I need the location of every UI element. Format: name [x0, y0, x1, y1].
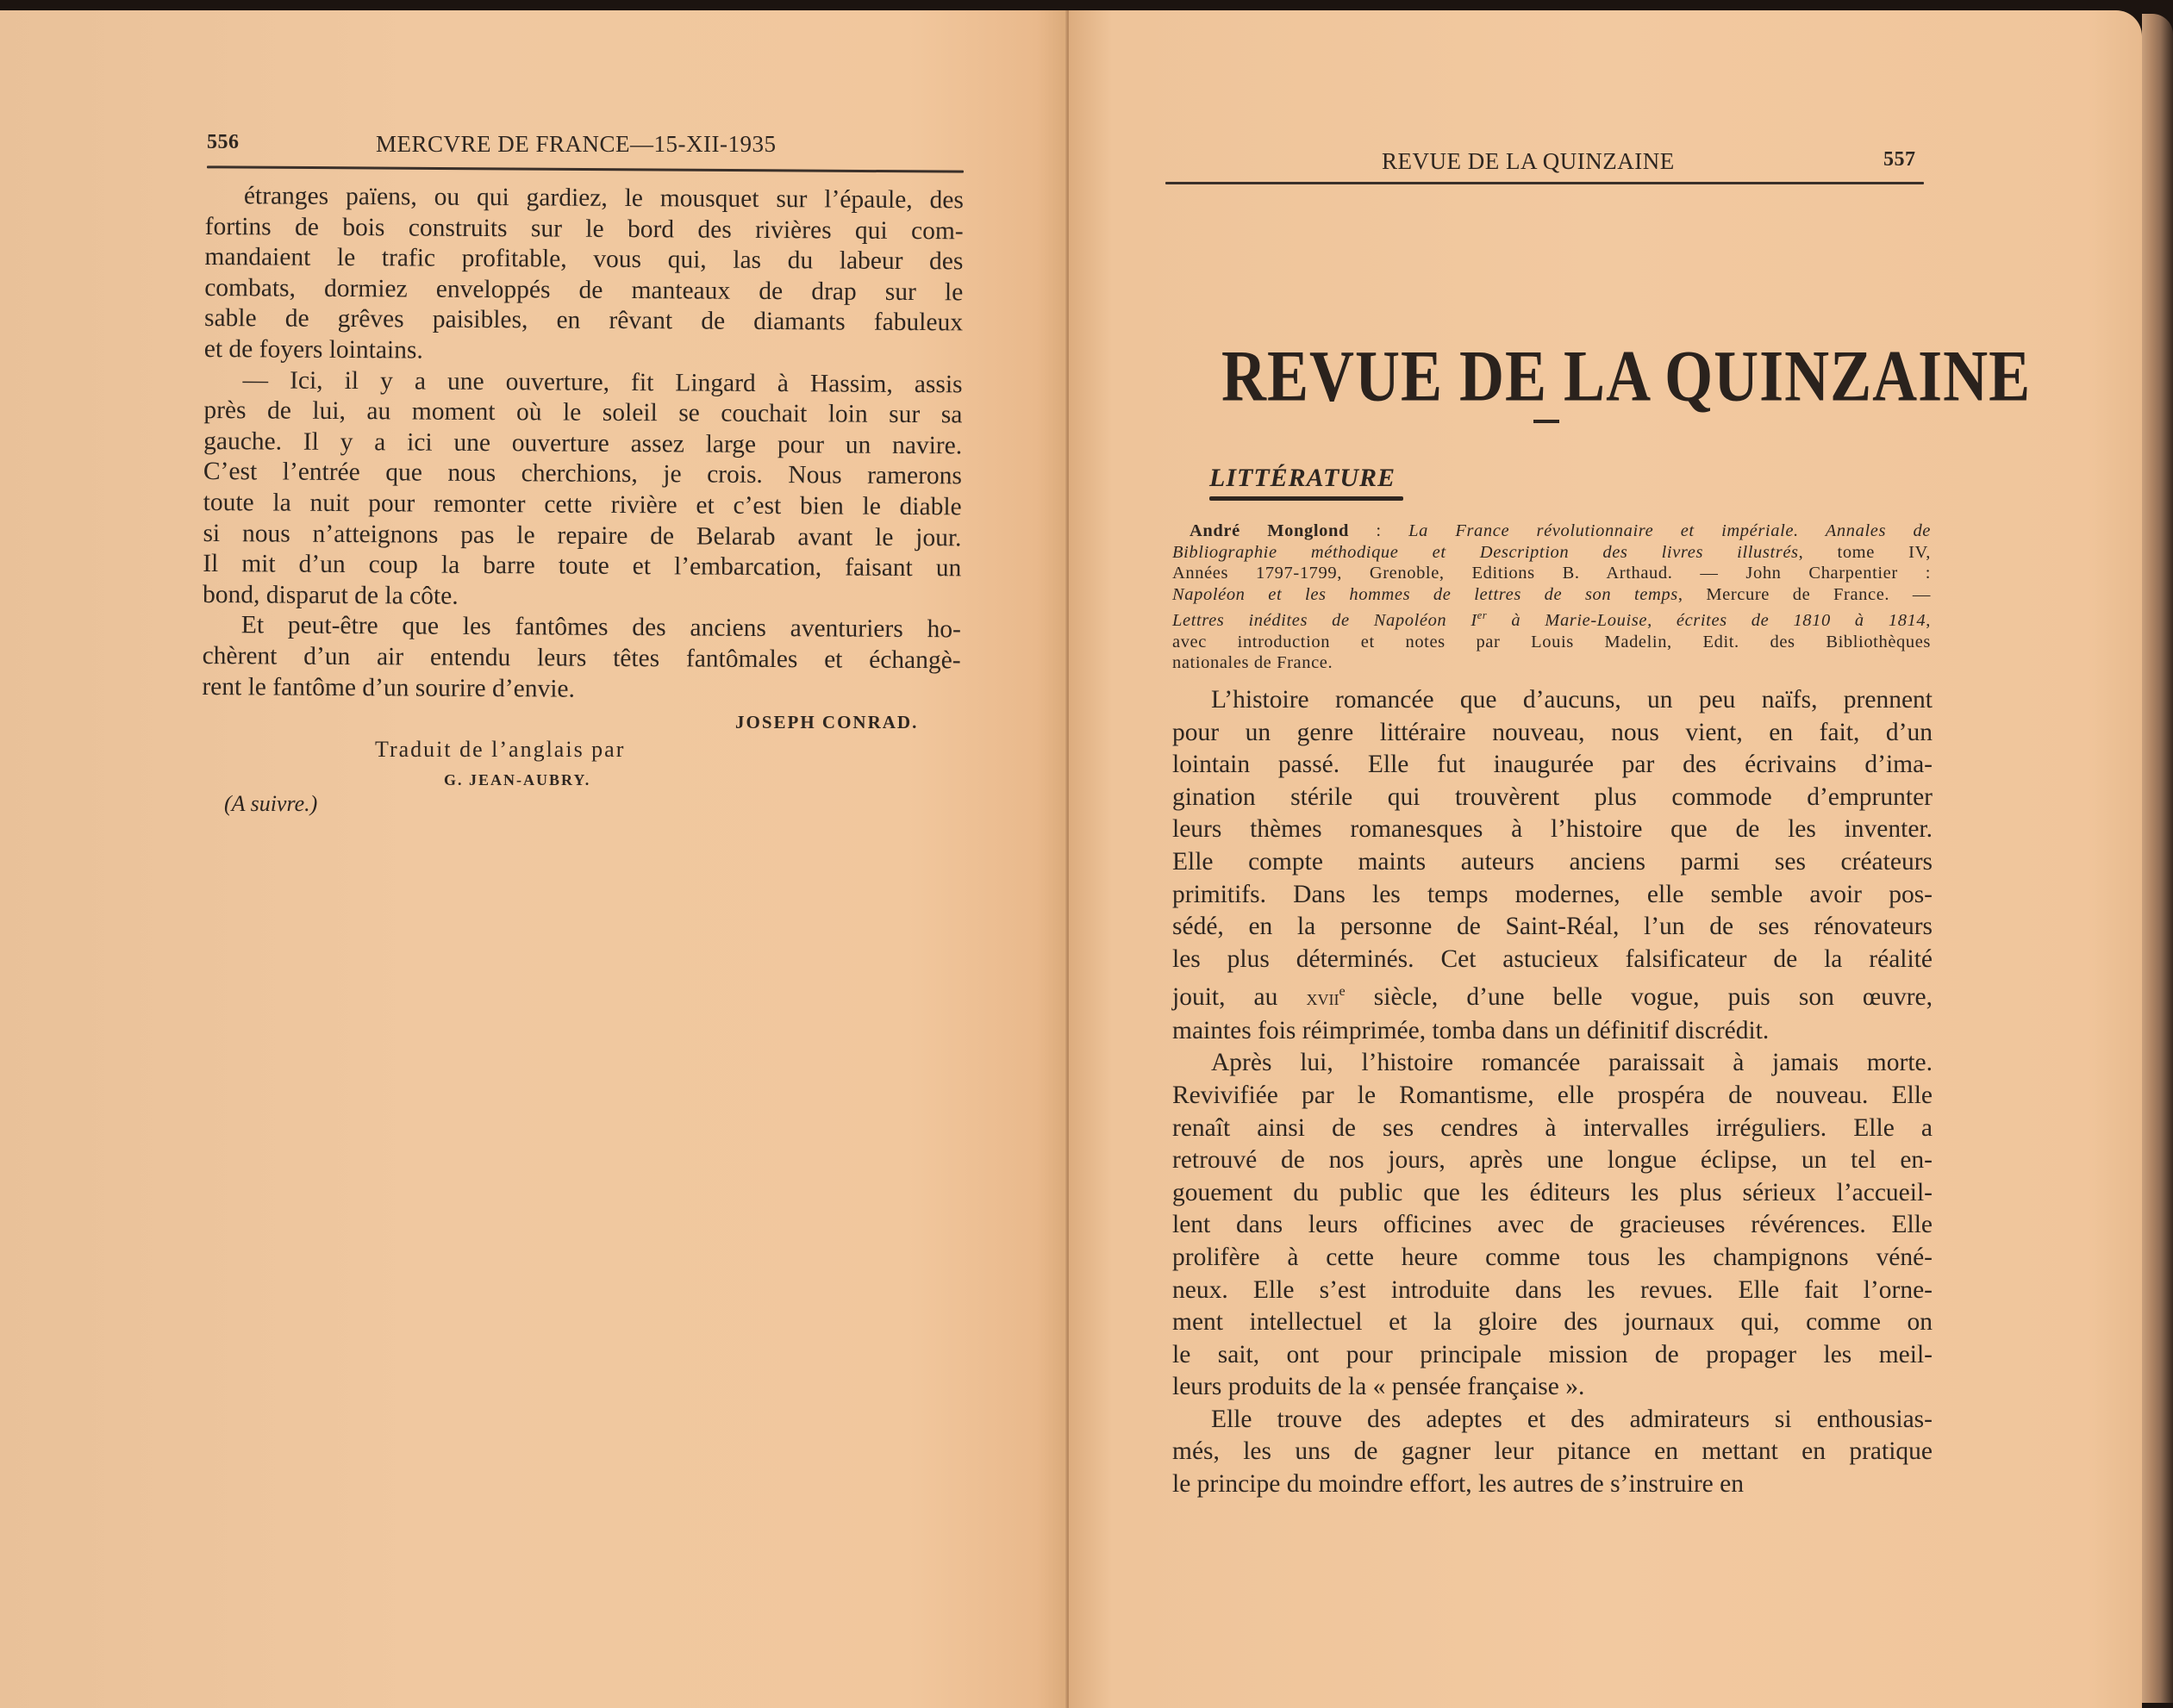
continuation-note: (A suivre.): [224, 791, 318, 816]
header-rule-left: [207, 165, 964, 172]
text-line: les plus déterminés. Cet astucieux falsificateur de la réalité: [1172, 944, 1933, 973]
text-line: jouit, au xvii$^e$ siècle, d’une belle vogue, puis son œuvre,: [1172, 983, 1933, 1012]
text-line: Elle compte maints auteurs anciens parmi ses créateurs: [1172, 847, 1933, 876]
text-line: primitifs. Dans les temps modernes, elle semble avoir pos-: [1172, 880, 1933, 908]
author-signature: JOSEPH CONRAD.: [735, 712, 919, 732]
right-page: [1069, 10, 2142, 1708]
text-line: ment intellectuel et la gloire des journaux qui, comme on: [1172, 1308, 1933, 1337]
text-line: Elle trouve des adeptes et des admirateurs si enthousias-: [1211, 1405, 1933, 1433]
text-line: le sait, ont pour principale mission de propager les meil-: [1172, 1340, 1933, 1368]
header-rule-right: [1165, 182, 1924, 184]
left-page: [0, 10, 1069, 1708]
bibliography-line: André Monglond : La France révolutionnaire et impériale. Annales de: [1190, 521, 1931, 540]
right-body-text: [1172, 684, 1933, 1501]
text-line: bond, disparut de la côte.: [202, 580, 459, 610]
text-line: lent dans leurs officines avec de gracieuses révérences. Elle: [1172, 1211, 1933, 1239]
bibliography-list: [1172, 521, 1931, 674]
translation-credit: Traduit de l’anglais par: [375, 737, 626, 762]
page-edge-stack: [2142, 14, 2173, 1703]
section-title: REVUE DE LA QUINZAINE: [1221, 335, 2032, 417]
text-line: pour un genre littéraire nouveau, nous vient, en fait, d’un: [1172, 718, 1933, 746]
page-number-left: 556: [207, 131, 240, 153]
text-line: Revivifiée par le Romantisme, elle prospéra de nouveau. Elle: [1172, 1081, 1933, 1109]
bibliography-line: Bibliographie méthodique et Description des livres illustrés, tome IV,: [1172, 542, 1931, 562]
text-line: — Ici, il y a une ouverture, fit Lingard à Hassim, assis: [242, 365, 963, 398]
text-line: étranges païens, ou qui gardiez, le mousquet sur l’épaule, des: [243, 182, 964, 215]
text-line: C’est l’entrée que nous cherchions, je crois. Nous ramerons: [203, 458, 963, 490]
text-line: neux. Elle s’est introduite dans les revues. Elle fait l’orne-: [1172, 1275, 1933, 1304]
text-line: chèrent d’un air entendu leurs têtes fantômales et échangè-: [202, 641, 961, 675]
text-line: près de lui, au moment où le soleil se couchait loin sur sa: [203, 396, 963, 429]
text-line: gination stérile qui trouvèrent plus commode d’emprunter: [1172, 782, 1933, 811]
text-line: fortins de bois construits sur le bord des rivières qui com-: [204, 212, 964, 245]
running-head-right: REVUE DE LA QUINZAINE: [1382, 148, 1675, 174]
text-line: sable de grêves paisibles, en rêvant de diamants fabuleux: [203, 304, 964, 337]
translator-name: G. JEAN-AUBRY.: [444, 771, 591, 789]
book-spread: [0, 10, 2173, 1708]
text-line: lointain passé. Elle fut inaugurée par des écrivains d’ima-: [1172, 751, 1933, 779]
text-line: renaît ainsi de ses cendres à intervalles irréguliers. Elle a: [1172, 1113, 1933, 1142]
text-line: Il mit d’un coup la barre toute et l’embarcation, faisant un: [203, 550, 962, 583]
section-heading-litterature: LITTÉRATURE: [1209, 464, 1396, 492]
bibliography-line: Napoléon et les hommes de lettres de son temps, Mercure de France. —: [1172, 584, 1931, 604]
running-head-left: MERCVRE DE FRANCE—15-XII-1935: [376, 131, 777, 157]
left-body-text: [202, 181, 964, 707]
text-line: L’histoire romancée que d’aucuns, un peu naïfs, prennent: [1211, 686, 1933, 714]
bibliography-line: Lettres inédites de Napoléon Ier à Marie-Louise, écrites de 1810 à 1814,: [1172, 609, 1932, 631]
text-line: Et peut-être que les fantômes des anciens aventuriers ho-: [240, 611, 961, 644]
text-line: Après lui, l’histoire romancée paraissait à jamais morte.: [1211, 1049, 1933, 1077]
text-line: combats, dormiez enveloppés de manteaux de drap sur le: [204, 273, 964, 307]
text-line: toute la nuit pour remonter cette rivière et c’est bien le diable: [203, 488, 962, 521]
text-line: gouement du public que les éditeurs les plus sérieux l’accueil-: [1172, 1178, 1933, 1206]
page-number-right: 557: [1883, 148, 1916, 171]
text-line: maintes fois réimprimée, tomba dans un définitif discrédit.: [1172, 1016, 1770, 1044]
text-line: le principe du moindre effort, les autres de s’instruire en: [1172, 1470, 1744, 1499]
text-line: mandaient le trafic profitable, vous qui, las du labeur des: [204, 243, 964, 276]
bibliography-line: avec introduction et notes par Louis Madelin, Edit. des Bibliothèques: [1172, 632, 1931, 651]
text-line: leurs thèmes romanesques à l’histoire que de les inventer.: [1172, 815, 1933, 844]
text-line: rent le fantôme d’un sourire d’envie.: [202, 672, 576, 703]
text-line: gauche. Il y a ici une ouverture assez large pour un navire.: [203, 427, 963, 460]
title-ornament-dash: [1533, 420, 1559, 423]
text-line: sédé, en la personne de Saint-Réal, l’un de ses rénovateurs: [1172, 913, 1933, 941]
bibliography-line: nationales de France.: [1172, 653, 1333, 673]
section-heading-underline: [1209, 496, 1403, 501]
text-line: més, les uns de gagner leur pitance en mettant en pratique: [1172, 1437, 1933, 1466]
text-line: et de foyers lointains.: [203, 334, 423, 365]
bibliography-line: Années 1797-1799, Grenoble, Editions B. Arthaud. — John Charpentier :: [1172, 564, 1931, 583]
text-line: prolifère à cette heure comme tous les champignons véné-: [1172, 1243, 1933, 1271]
text-line: si nous n’atteignons pas le repaire de Belarab avant le jour.: [203, 519, 962, 552]
text-line: retrouvé de nos jours, après une longue éclipse, un tel en-: [1172, 1146, 1933, 1175]
text-line: leurs produits de la « pensée française ».: [1172, 1373, 1585, 1401]
